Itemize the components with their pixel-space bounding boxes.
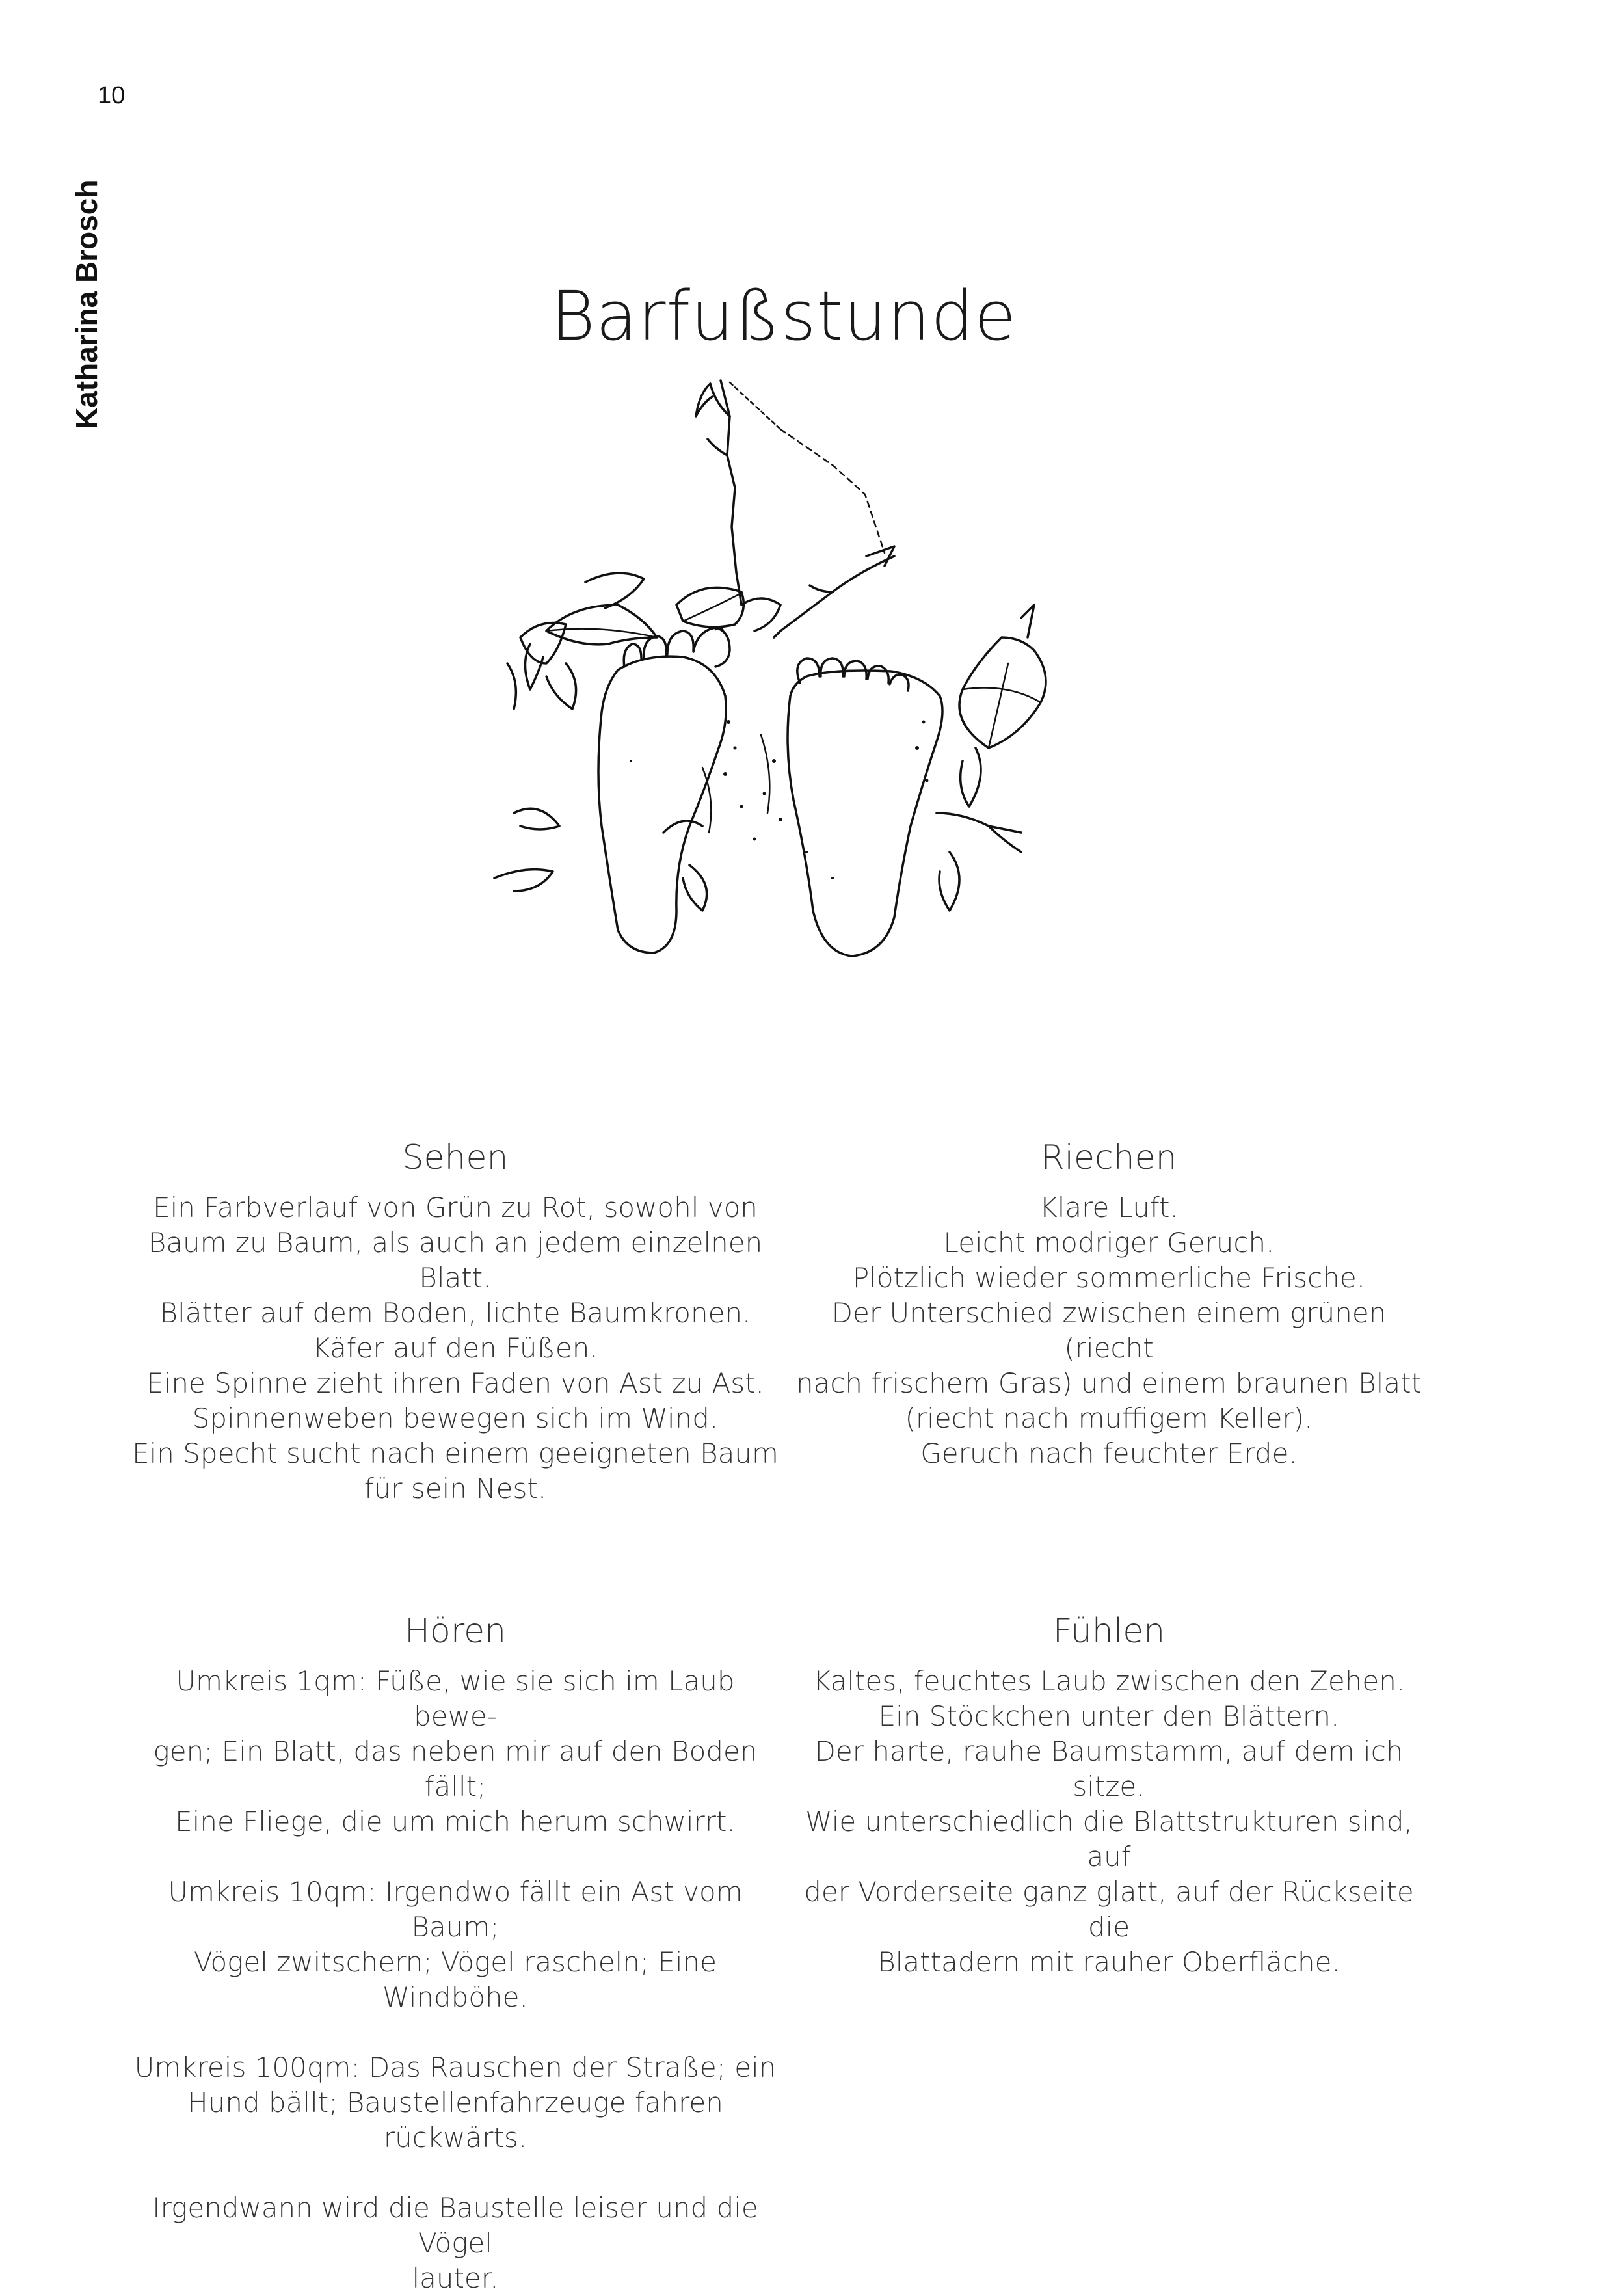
text-line: Leicht modriger Geruch.	[943, 1227, 1275, 1259]
text-line: Käfer auf den Füßen.	[312, 1332, 598, 1364]
section-heading-sehen: Sehen	[402, 1138, 509, 1177]
text-line: Irgendwann wird die Baustelle leiser und die Vögel	[152, 2192, 758, 2259]
page-title: Barfußstunde	[550, 276, 1017, 356]
text-line: Geruch nach feuchter Erde.	[920, 1437, 1298, 1469]
text-line: gen; Ein Blatt, das neben mir auf den Boden fällt;	[153, 1735, 758, 1802]
text-line: Vögel zwitschern; Vögel rascheln; Eine Windböhe.	[194, 1946, 717, 2013]
text-line: Eine Fliege, die um mich herum schwirrt.	[175, 1806, 736, 1837]
text-line: nach frischem Gras) und einem braunen Blatt	[795, 1367, 1422, 1399]
text-line: Kaltes, feuchtes Laub zwischen den Zehen.	[812, 1665, 1406, 1697]
text-line: Hund bällt; Baustellenfahrzeuge fahren rückwärts.	[187, 2087, 723, 2154]
section-sehen	[130, 1138, 780, 1506]
paragraph-gap	[130, 1839, 780, 1875]
text-line: Baum zu Baum, als auch an jedem einzelnen	[148, 1227, 763, 1259]
paragraph-gap	[130, 2156, 780, 2191]
text-line: Der harte, rauhe Baumstamm, auf dem ich sitze.	[814, 1735, 1404, 1802]
author-name: Katharina Brosch	[70, 180, 103, 429]
text-line: Wie unterschiedlich die Blattstrukturen sind, auf	[805, 1806, 1413, 1873]
text-line: Spinnenweben bewegen sich im Wind.	[192, 1402, 719, 1434]
text-line: Umkreis 100qm: Das Rauschen der Straße; ein	[134, 2051, 777, 2083]
text-line: Ein Farbverlauf von Grün zu Rot, sowohl von	[153, 1192, 758, 1223]
section-heading-hoeren: Hören	[404, 1612, 507, 1651]
barefeet-in-leaves-drawing-icon	[468, 358, 1093, 1028]
text-line: Umkreis 1qm: Füße, wie sie sich im Laub bewe-	[176, 1665, 735, 1732]
paragraph-gap	[130, 2015, 780, 2050]
barefeet-illustration	[468, 358, 1093, 1028]
text-line: Ein Stöckchen unter den Blättern.	[878, 1700, 1340, 1732]
text-line: Blattadern mit rauher Oberfläche.	[877, 1946, 1340, 1978]
section-heading-fuehlen: Fühlen	[1052, 1612, 1166, 1651]
text-line: (riecht nach muffigem Keller).	[905, 1402, 1313, 1434]
text-line: der Vorderseite ganz glatt, auf der Rückseite die	[804, 1876, 1414, 1943]
text-line: Eine Spinne zieht ihren Faden von Ast zu Ast.	[146, 1367, 764, 1399]
section-heading-riechen: Riechen	[1041, 1138, 1177, 1177]
page-number: 10	[98, 82, 126, 109]
text-line: Klare Luft.	[1039, 1192, 1179, 1223]
text-line: Blatt.	[419, 1262, 492, 1294]
text-line: Plötzlich wieder sommerliche Frische.	[852, 1262, 1366, 1294]
text-line: Umkreis 10qm: Irgendwo fällt ein Ast vom Baum;	[168, 1876, 743, 1943]
text-line: Blätter auf dem Boden, lichte Baumkronen.	[159, 1297, 751, 1329]
section-fuehlen	[784, 1612, 1434, 1980]
text-line: Ein Specht sucht nach einem geeigneten Baum	[132, 1437, 779, 1469]
section-hoeren	[130, 1612, 780, 2296]
text-line: Der Unterschied zwischen einem grünen (riecht	[831, 1297, 1387, 1364]
text-line: für sein Nest.	[364, 1473, 547, 1504]
section-riechen	[784, 1138, 1434, 1471]
text-line: lauter.	[412, 2262, 499, 2294]
